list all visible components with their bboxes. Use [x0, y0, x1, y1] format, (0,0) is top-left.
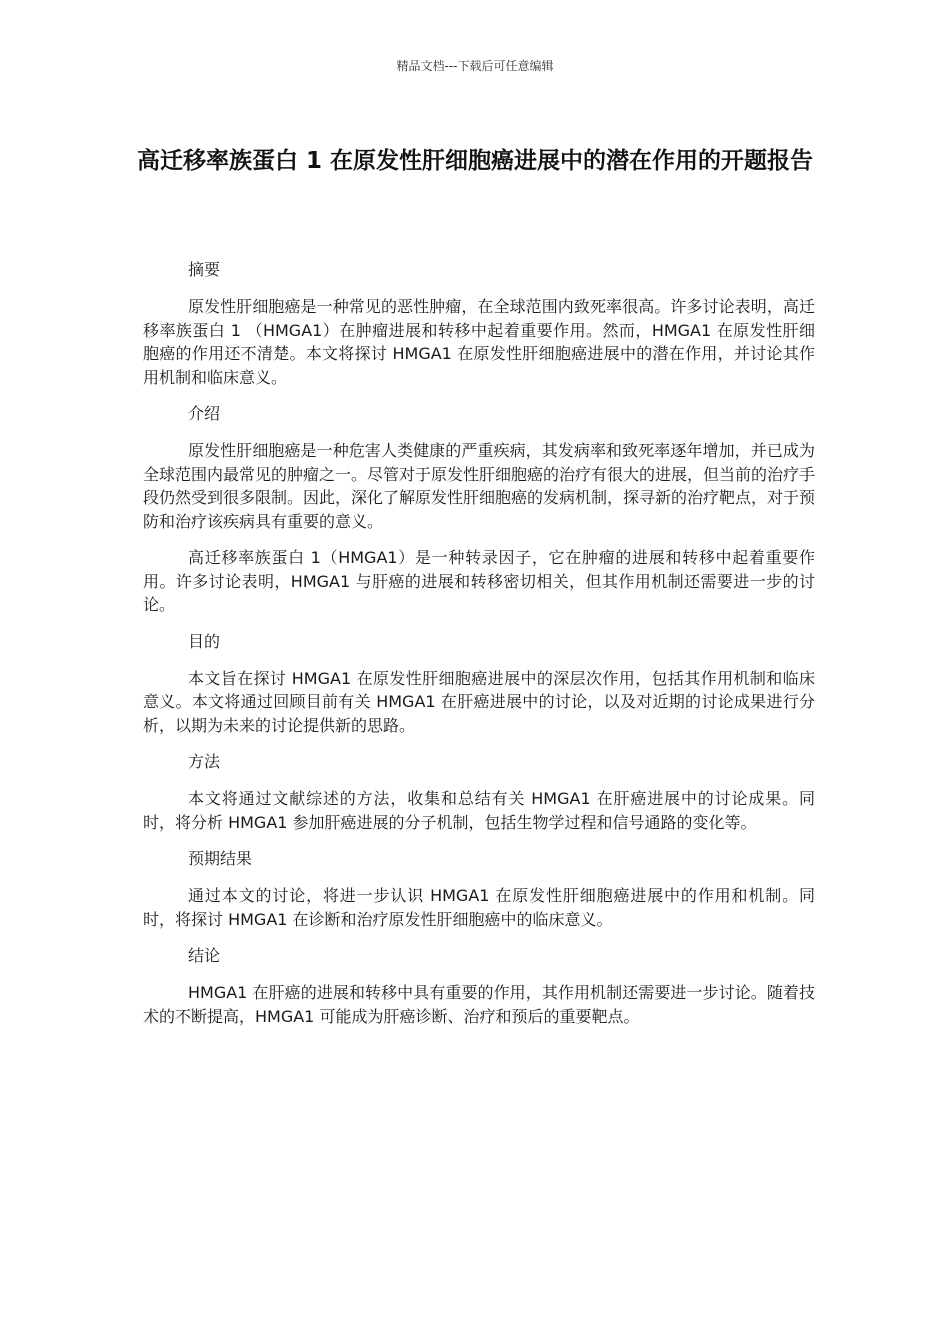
document-title: 高迁移率族蛋白 1 在原发性肝细胞癌进展中的潜在作用的开题报告: [136, 148, 814, 174]
section-heading: 方法: [188, 752, 221, 771]
document-body: [143, 258, 815, 1041]
section-expected-results: [143, 847, 815, 931]
section-introduction: [143, 402, 815, 617]
section-paragraph: 高迁移率族蛋白 1（HMGA1）是一种转录因子，它在肿瘤的进展和转移中起着重要作用。许多讨论表明，HMGA1 与肝癌的进展和转移密切相关，但其作用机制还需要进一步的讨论。: [143, 548, 815, 614]
section-methods: [143, 750, 815, 834]
header-note: 精品文档---下载后可任意编辑: [396, 59, 554, 73]
section-paragraph: 本文将通过文献综述的方法，收集和总结有关 HMGA1 在肝癌进展中的讨论成果。同时，将分析 HMGA1 参加肝癌进展的分子机制，包括生物学过程和信号通路的变化等。: [143, 789, 815, 832]
section-objective: [143, 630, 815, 738]
section-paragraph: 通过本文的讨论，将进一步认识 HMGA1 在原发性肝细胞癌进展中的作用和机制。同时，将探讨 HMGA1 在诊断和治疗原发性肝细胞癌中的临床意义。: [143, 886, 815, 929]
section-conclusion: [143, 944, 815, 1028]
section-abstract: [143, 258, 815, 389]
section-heading: 预期结果: [188, 849, 253, 868]
section-paragraph: 本文旨在探讨 HMGA1 在原发性肝细胞癌进展中的深层次作用，包括其作用机制和临床意义。本文将通过回顾目前有关 HMGA1 在肝癌进展中的讨论，以及对近期的讨论成果进行分析，以期为未来的讨论提供新的思路。: [143, 668, 815, 735]
section-heading: 介绍: [188, 404, 221, 423]
section-paragraph: 原发性肝细胞癌是一种危害人类健康的严重疾病，其发病率和致死率逐年增加，并已成为全球范围内最常见的肿瘤之一。尽管对于原发性肝细胞癌的治疗有很大的进展，但当前的治疗手段仍然受到很多限制。因此，深化了解原发性肝细胞癌的发病机制，探寻新的治疗靶点，对于预防和治疗该疾病具有重要的意义。: [143, 441, 816, 531]
section-paragraph: HMGA1 在肝癌的进展和转移中具有重要的作用，其作用机制还需要进一步讨论。随着技术的不断提高，HMGA1 可能成为肝癌诊断、治疗和预后的重要靶点。: [143, 983, 815, 1026]
section-heading: 目的: [188, 631, 221, 651]
section-heading: 摘要: [188, 260, 221, 279]
section-paragraph: 原发性肝细胞癌是一种常见的恶性肿瘤，在全球范围内致死率很高。许多讨论表明，高迁移率族蛋白 1 （HMGA1）在肿瘤进展和转移中起着重要作用。然而，HMGA1 在原发性肝细胞癌的作用还不清楚。本文将探讨 HMGA1 在原发性肝细胞癌进展中的潜在作用，并讨论其作用机制和临床意义。: [143, 297, 815, 387]
section-heading: 结论: [188, 946, 221, 965]
